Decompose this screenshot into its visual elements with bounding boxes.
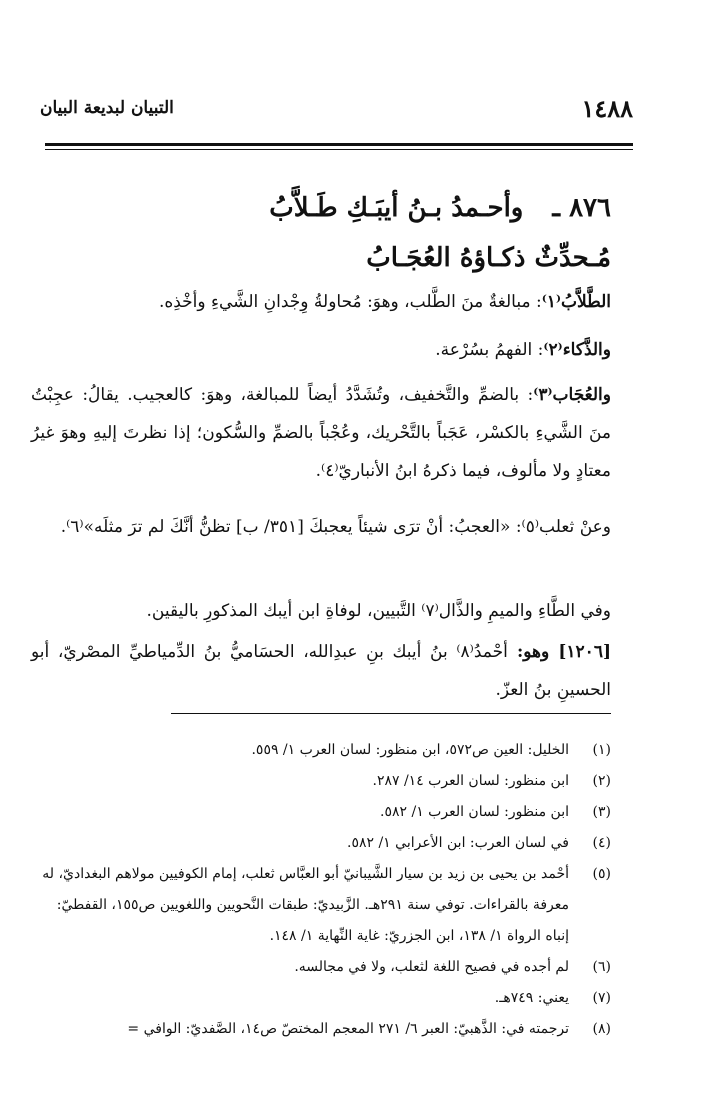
footnote-separator [171,713,611,714]
definition-talab: : مبالغةٌ منَ الطَّلب، وهوَ: مُحاولةُ وِجْدانِ الشَّيءِ وأخْذِه. [158,292,542,312]
paragraph-thalab: وعنْ ثعلب⁽٥⁾: «العجبُ: أنْ ترَى شيئاً يعجبكَ [٣٥١/ ب] تظنُّ أنَّكَ لم ترَ مثلَه»⁽٦⁾. [60,517,611,537]
footnote [31,983,611,1014]
definition-dhaka: : الفهمُ بسُرْعة. [435,340,544,360]
footnote-text: الخليل: العين ص٥٧٢، ابن منظور: لسان العرب ١/ ٥٥٩. [251,742,569,758]
footnote-text: أحْمد بن يحيى بن زيد بن سيار الشَّيبانيّ أبو العبَّاس ثعلب، إمام الكوفيين مولاهم البغداديّ، له معرفة بالقراءات. توفي سنة ٢٩١هـ. الزَّبيديّ: طبقات النَّحويين واللغويين ص١٥٥، القفطيّ: إنباه الرواة ١/ ١٣٨، ابن الجزريّ: غاية النِّهاية ١/ ١٤٨. [42,866,569,944]
footnote-text: ترجمته في: الذَّهبيّ: العبر ٦/ ٢٧١ المعجم المختصّ ص١٤، الصَّفديّ: الوافي = [127,1021,569,1037]
running-header [40,94,633,134]
biography-lead: [١٢٠٦] وهو: [507,642,611,662]
verse-heading-line-1 [51,193,611,223]
footnote [31,1014,611,1045]
header-rule-thick [45,143,633,146]
paragraph-dhaka [31,331,611,369]
verse-line-1-text: وأحـمدُ بـنُ أيبَـكِ طَـلاَّبُ [269,193,524,223]
footnote-number: (٤) [592,835,611,851]
footnote [31,828,611,859]
header-rule-thin [45,149,633,150]
footnote [31,797,611,828]
footnote-text: يعني: ٧٤٩هـ. [494,990,569,1006]
term-dhaka: والذَّكاء⁽٢⁾ [543,340,611,360]
footnote-text: في لسان العرب: ابن الأعرابي ١/ ٥٨٢. [346,835,569,851]
footnote-number: (٣) [592,804,611,820]
book-title: التبيان لبديعة البيان [40,98,174,118]
verse-heading-line-2: مُـحدِّثٌ ذكـاؤهُ العُجَـابُ [366,243,611,273]
footnote-number: (٢) [592,773,611,789]
footnotes [31,735,611,1045]
paragraph-biography [31,633,611,709]
footnote-text: ابن منظور: لسان العرب ١/ ٥٨٢. [380,804,569,820]
paragraph-talab [31,283,611,321]
term-talab: الطَّلاَّبُ⁽١⁾ [541,292,611,312]
paragraph-ujab [31,376,611,490]
footnote [31,766,611,797]
biography-text: أحْمدُ⁽٨⁾ بنُ أيبك بنِ عبدِالله، الحسَاميُّ بنُ الدِّمياطيِّ المصْريّ، أبو الحسينِ بنُ العزّ. [31,642,611,700]
paragraph-date-code: وفي الطَّاءِ والميمِ والذَّال⁽٧⁾ التَّبيين، لوفاةِ ابن أيبك المذكورِ باليقين. [146,601,611,621]
footnote-text: ابن منظور: لسان العرب ١٤/ ٢٨٧. [372,773,569,789]
footnote-number: (٥) [592,866,611,882]
page-number: ١٤٨٨ [581,94,633,123]
footnote [31,735,611,766]
entry-number: ٨٧٦ ـ [552,193,611,223]
footnote-number: (١) [592,742,611,758]
term-ujab: والعُجَاب⁽٣⁾ [533,385,611,405]
definition-ujab: : بالضمِّ والتَّخفيف، وتُشَدَّدُ أيضاً للمبالغة، وهوَ: كالعجيب. يقالُ: عجِبْتُ منَ الشَّيءِ بالكسْر، عَجَباً بالتَّحْريك، وعُجْباً بالضمِّ والسُّكون؛ إذا نظرتَ إليهِ وهوَ غيرُ معتادٍ ولا مألوف، فيما ذكرهُ ابنُ الأنباريّ⁽٤⁾. [31,385,611,481]
footnote [31,859,611,952]
footnote-number: (٧) [592,990,611,1006]
footnote-number: (٦) [592,959,611,975]
footnote-number: (٨) [592,1021,611,1037]
footnote [31,952,611,983]
footnote-text: لم أجده في فصيح اللغة لثعلب، ولا في مجالسه. [294,959,569,975]
